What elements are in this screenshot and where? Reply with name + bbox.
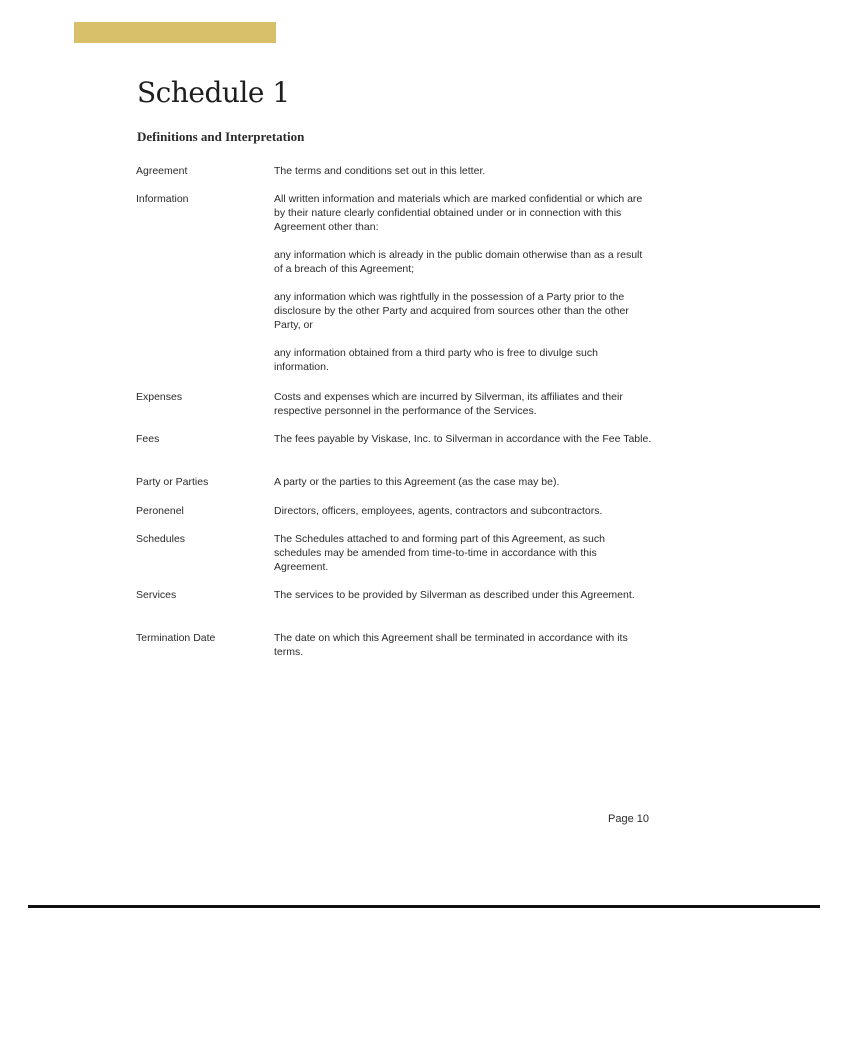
definition-term: Peronenel	[136, 505, 184, 517]
definition-text	[274, 432, 652, 446]
definition-paragraph: All written information and materials which are marked confidential or which are by their nature clearly confidential obtained under or in connection with this Agreement other than:	[274, 193, 643, 233]
definition-paragraph: The terms and conditions set out in this letter.	[274, 165, 486, 177]
definition-text	[274, 631, 652, 659]
definition-term: Schedules	[136, 533, 186, 545]
page-divider	[28, 905, 820, 908]
definition-paragraph: any information obtained from a third party who is free to divulge such information.	[274, 347, 598, 373]
definition-term: Agreement	[136, 165, 188, 177]
definition-term: Party or Parties	[136, 476, 209, 488]
definition-term: Information	[136, 193, 189, 205]
definition-paragraph: The services to be provided by Silverman as described under this Agreement.	[274, 589, 635, 601]
definition-term: Services	[136, 589, 177, 601]
definition-text	[274, 192, 652, 374]
schedule-subtitle: Definitions and Interpretation	[137, 129, 305, 144]
definition-paragraph: any information which was rightfully in the possession of a Party prior to the disclosure by the other Party and acquired from sources other than the other Party, or	[274, 291, 629, 331]
definition-paragraph: any information which is already in the public domain otherwise than as a result of a breach of this Agreement;	[274, 249, 643, 275]
definition-paragraph: The date on which this Agreement shall be terminated in accordance with its terms.	[274, 632, 628, 658]
page-number: Page 10	[608, 813, 649, 825]
definition-text	[274, 390, 652, 418]
definition-paragraph: Directors, officers, employees, agents, contractors and subcontractors.	[274, 505, 603, 517]
definition-text	[274, 532, 652, 574]
gold-header-bar	[74, 22, 276, 43]
definition-text	[274, 588, 652, 602]
definition-term: Termination Date	[136, 632, 216, 644]
definition-term: Expenses	[136, 391, 183, 403]
definition-text	[274, 164, 652, 178]
definition-paragraph: The Schedules attached to and forming part of this Agreement, as such schedules may be amended from time-to-time in accordance with this Agreement.	[274, 533, 605, 573]
definition-paragraph: A party or the parties to this Agreement (as the case may be).	[274, 476, 560, 488]
definition-term: Fees	[136, 433, 160, 445]
definition-text	[274, 504, 652, 518]
schedule-title: Schedule 1	[137, 76, 290, 109]
definition-paragraph: The fees payable by Viskase, Inc. to Silverman in accordance with the Fee Table.	[274, 433, 652, 445]
definition-paragraph: Costs and expenses which are incurred by Silverman, its affiliates and their respective personnel in the performance of the Services.	[274, 391, 623, 417]
definition-text	[274, 475, 652, 489]
